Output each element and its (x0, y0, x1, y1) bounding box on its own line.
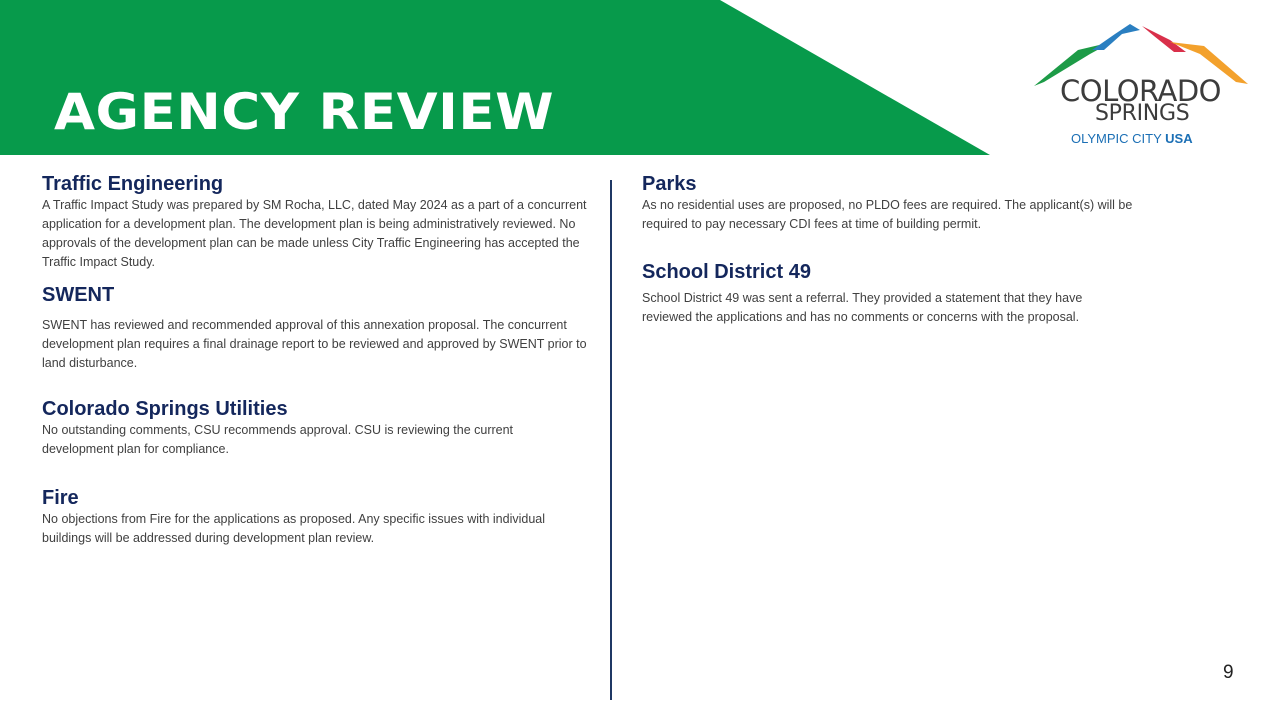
logo-wordmark-springs: SPRINGS (1095, 101, 1190, 126)
section-fire (42, 486, 572, 548)
section-parks (642, 172, 1162, 234)
colorado-springs-logo (1030, 20, 1255, 150)
section-colorado-springs-utilities (42, 397, 562, 459)
logo-tagline-text: OLYMPIC CITY (1071, 131, 1162, 146)
logo-tagline-usa: USA (1165, 131, 1193, 146)
section-body: No objections from Fire for the applications as proposed. Any specific issues with individual buildings will be addressed during development plan review. (42, 512, 546, 545)
section-heading: School District 49 (642, 261, 811, 283)
logo-wordmark-colorado: COLORADO (1060, 74, 1221, 108)
logo-red-peak (1142, 26, 1186, 52)
section-school-district-49 (642, 260, 1112, 327)
section-body: A Traffic Impact Study was prepared by SM Rocha, LLC, dated May 2024 as a part of a concurrent application for a development plan. The development plan is being administratively reviewed. No approvals of the development plan can be made unless City Traffic Engineering has accepted the Traffic Impact Study. (42, 198, 587, 269)
section-heading: Fire (42, 487, 79, 509)
slide-title: AGENCY REVIEW (54, 83, 555, 141)
section-body: As no residential uses are proposed, no PLDO fees are required. The applicant(s) will be required to pay necessary CDI fees at time of building permit. (642, 198, 1133, 231)
section-heading: Traffic Engineering (42, 173, 224, 195)
section-body: No outstanding comments, CSU recommends approval. CSU is reviewing the current development plan for compliance. (42, 423, 514, 456)
page-number: 9 (1223, 662, 1234, 683)
section-swent (42, 283, 587, 373)
section-body: School District 49 was sent a referral. They provided a statement that they have reviewed the applications and has no comments or concerns with the proposal. (642, 291, 1083, 324)
section-heading: Parks (642, 173, 697, 195)
logo-tagline (1071, 131, 1193, 146)
section-heading: SWENT (42, 284, 115, 306)
section-heading: Colorado Springs Utilities (42, 398, 288, 420)
section-traffic-engineering (42, 172, 592, 272)
section-body: SWENT has reviewed and recommended approval of this annexation proposal. The concurrent development plan requires a final drainage report to be reviewed and approved by SWENT prior to land disturbance. (42, 318, 587, 370)
column-divider (610, 180, 612, 700)
logo-blue-peak (1092, 24, 1140, 50)
